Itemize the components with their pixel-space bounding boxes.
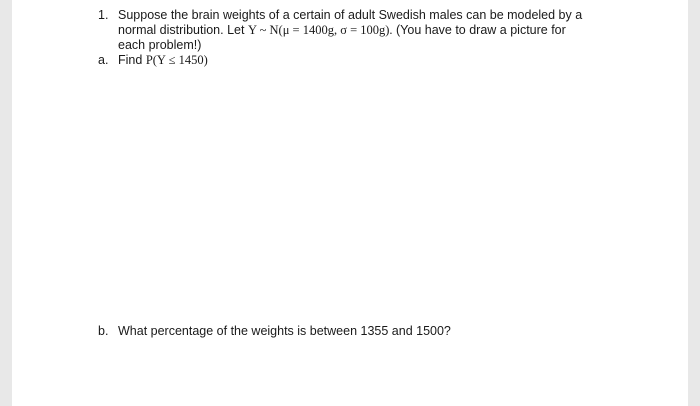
worksheet-page: [12, 0, 688, 406]
part-a-label: a.: [98, 53, 109, 67]
part-a-text: [118, 53, 208, 68]
part-b: [98, 324, 598, 340]
part-b-text: What percentage of the weights is between 1355 and 1500?: [118, 324, 451, 338]
distribution-formula: Y ~ N(μ = 1400g, σ = 100g).: [247, 23, 393, 37]
part-a-prefix: Find: [118, 53, 143, 67]
problem-number: 1.: [98, 8, 109, 22]
part-a: [98, 53, 398, 69]
problem-line-1: Suppose the brain weights of a certain of adult Swedish males can be modeled by a: [118, 8, 583, 22]
part-a-formula: P(Y ≤ 1450): [145, 53, 208, 67]
part-b-label: b.: [98, 324, 109, 338]
problem-line-2: [118, 23, 566, 38]
problem-line-2-suffix: (You have to draw a picture for: [396, 23, 566, 37]
problem-line-3: each problem!): [118, 38, 202, 52]
problem-line-2-prefix: normal distribution. Let: [118, 23, 245, 37]
